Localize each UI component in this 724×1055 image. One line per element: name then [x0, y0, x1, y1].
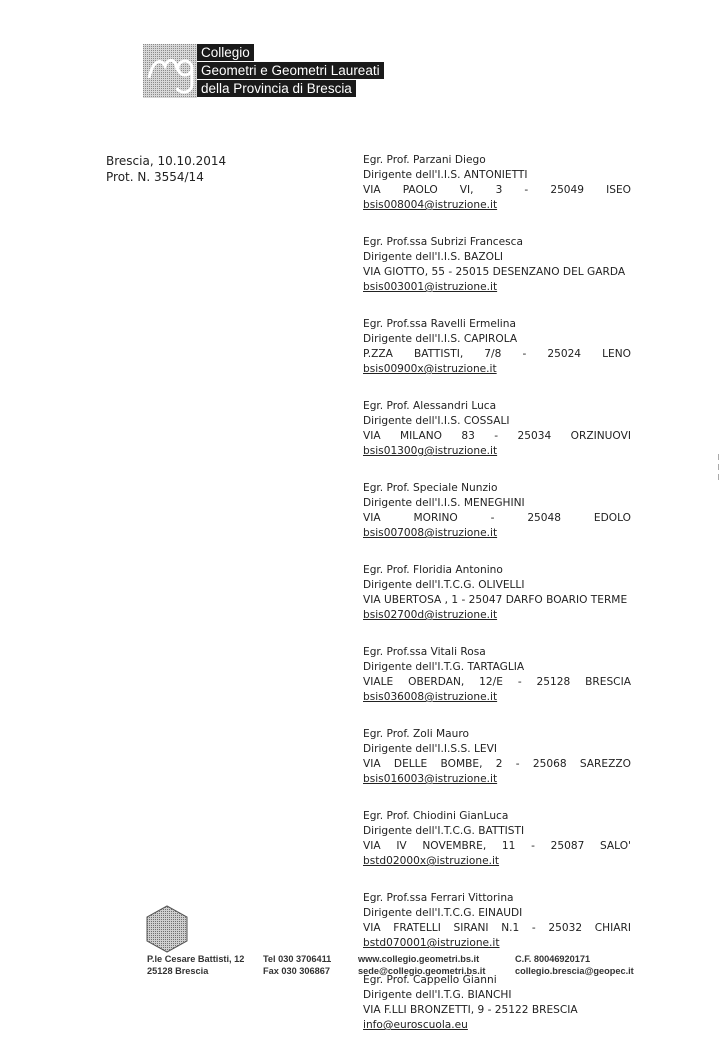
recipient-email-link[interactable]: bstd02000x@istruzione.it	[363, 855, 500, 867]
recipient-block	[363, 645, 631, 705]
recipient-role: Dirigente dell'I.T.C.G. BATTISTI	[363, 825, 525, 837]
address-word: LENO	[602, 348, 631, 360]
place-date: Brescia, 10.10.2014	[106, 154, 227, 168]
footer-fiscal	[515, 953, 634, 977]
address-word: PAOLO	[402, 184, 438, 196]
recipient-block	[363, 973, 631, 1033]
recipient-role: Dirigente dell'I.I.S. BAZOLI	[363, 251, 504, 263]
address-word: 2	[495, 758, 503, 770]
recipient-email-link[interactable]: bsis036008@istruzione.it	[363, 691, 498, 703]
recipient-email-link[interactable]: bsis02700d@istruzione.it	[363, 609, 498, 621]
address-word: -	[531, 840, 535, 852]
address-word: VIA	[363, 758, 381, 770]
address-word: 11	[501, 840, 516, 852]
address-word: 25024	[547, 348, 582, 360]
recipient-address	[363, 183, 631, 198]
address-word: BOMBE,	[440, 758, 483, 770]
recipient-role: Dirigente dell'I.I.S. MENEGHINI	[363, 497, 525, 509]
address-word: IV	[396, 840, 407, 852]
recipient-role: Dirigente dell'I.I.S. ANTONIETTI	[363, 169, 528, 181]
address-word: -	[490, 512, 495, 524]
recipient-email-link[interactable]: bsis008004@istruzione.it	[363, 199, 498, 211]
address-word: 25034	[517, 430, 552, 442]
address-word: -	[524, 184, 529, 196]
address-word: NOVEMBRE,	[422, 840, 487, 852]
recipient-role: Dirigente dell'I.T.C.G. EINAUDI	[363, 907, 523, 919]
recipient-role: Dirigente dell'I.T.C.G. OLIVELLI	[363, 579, 525, 591]
address-word: -	[515, 758, 520, 770]
recipient-block	[363, 235, 631, 295]
recipient-address	[363, 757, 631, 772]
recipient-address: VIA GIOTTO, 55 - 25015 DESENZANO DEL GARDA	[363, 266, 626, 278]
address-word: 83	[461, 430, 475, 442]
recipient-address	[363, 675, 631, 690]
address-word: 25048	[527, 512, 562, 524]
recipient-email-link[interactable]: bsis007008@istruzione.it	[363, 527, 498, 539]
recipient-block	[363, 809, 631, 869]
address-word: MORINO	[413, 512, 458, 524]
recipient-name: Egr. Prof.ssa Subrizi Francesca	[363, 236, 523, 248]
recipient-email-link[interactable]: info@euroscuola.eu	[363, 1019, 468, 1031]
recipient-address	[363, 429, 631, 444]
recipient-block	[363, 563, 631, 623]
recipient-block	[363, 317, 631, 377]
address-word: 3	[495, 184, 503, 196]
recipient-list	[363, 153, 631, 1055]
address-word: VIA	[363, 840, 381, 852]
address-word: OBERDAN,	[408, 676, 465, 688]
recipient-address	[363, 921, 631, 936]
date-block	[106, 153, 226, 185]
footer-pec[interactable]: collegio.brescia@geopec.it	[515, 966, 634, 976]
recipient-email-link[interactable]: bsis003001@istruzione.it	[363, 281, 498, 293]
recipient-name: Egr. Prof.ssa Vitali Rosa	[363, 646, 486, 658]
recipient-email-link[interactable]: bsis01300g@istruzione.it	[363, 445, 498, 457]
address-word: EDOLO	[593, 512, 631, 524]
recipient-role: Dirigente dell'I.I.S. CAPIROLA	[363, 333, 518, 345]
address-word: SIRANI	[453, 922, 489, 934]
logo-title-line1: Collegio	[197, 44, 254, 61]
footer-cf: C.F. 80046920171	[515, 954, 591, 964]
letterhead-logo	[143, 44, 380, 98]
address-word: BRESCIA	[585, 676, 631, 688]
address-word: 25032	[548, 922, 583, 934]
footer-hexagon-logo	[145, 905, 189, 953]
collegio-logo-icon	[143, 44, 197, 98]
address-word: 25049	[550, 184, 585, 196]
address-word: -	[522, 348, 527, 360]
footer-fax: Fax 030 306867	[263, 966, 330, 976]
recipient-block	[363, 727, 631, 787]
recipient-address	[363, 839, 631, 854]
recipient-email-link[interactable]: bstd070001@istruzione.it	[363, 937, 500, 949]
address-word: FRATELLI	[393, 922, 441, 934]
recipient-role: Dirigente dell'I.I.S. COSSALI	[363, 415, 510, 427]
recipient-name: Egr. Prof. Parzani Diego	[363, 154, 486, 166]
address-word: P.ZZA	[363, 348, 393, 360]
margin-marks	[718, 450, 722, 510]
address-word: VIA	[363, 184, 381, 196]
footer-email[interactable]: sede@collegio.geometri.bs.it	[358, 966, 486, 976]
recipient-name: Egr. Prof. Zoli Mauro	[363, 728, 469, 740]
protocol-number: Prot. N. 3554/14	[106, 170, 204, 184]
footer-website[interactable]: www.collegio.geometri.bs.it	[358, 954, 480, 964]
recipient-block	[363, 481, 631, 541]
recipient-name: Egr. Prof. Cappello Gianni	[363, 974, 497, 986]
recipient-email-link[interactable]: bsis00900x@istruzione.it	[363, 363, 497, 375]
address-word: VIA	[363, 922, 381, 934]
address-word: N.1	[501, 922, 520, 934]
footer-phone	[263, 953, 331, 977]
footer-tel: Tel 030 3706411	[263, 954, 332, 964]
recipient-name: Egr. Prof. Chiodini GianLuca	[363, 810, 509, 822]
recipient-address	[363, 511, 631, 526]
address-word: 25087	[550, 840, 585, 852]
recipient-role: Dirigente dell'I.T.G. TARTAGLIA	[363, 661, 525, 673]
recipient-name: Egr. Prof.ssa Ravelli Ermelina	[363, 318, 516, 330]
address-word: -	[531, 922, 536, 934]
address-word: -	[494, 430, 499, 442]
address-word: 25068	[532, 758, 567, 770]
address-word: CHIARI	[594, 922, 631, 934]
recipient-block	[363, 153, 631, 213]
footer-address	[147, 953, 244, 977]
address-word: 12/E	[479, 676, 503, 688]
address-word: 25128	[536, 676, 571, 688]
address-word: MILANO	[400, 430, 442, 442]
recipient-name: Egr. Prof. Floridia Antonino	[363, 564, 503, 576]
address-word: VIA	[363, 512, 381, 524]
address-word: BATTISTI,	[413, 348, 464, 360]
address-word: 7/8	[484, 348, 502, 360]
recipient-role: Dirigente dell'I.I.S.S. LEVI	[363, 743, 497, 755]
recipient-name: Egr. Prof.ssa Ferrari Vittorina	[363, 892, 514, 904]
address-word: SAREZZO	[579, 758, 631, 770]
address-word: -	[517, 676, 522, 688]
address-word: VIA	[363, 430, 381, 442]
recipient-name: Egr. Prof. Speciale Nunzio	[363, 482, 498, 494]
recipient-name: Egr. Prof. Alessandri Luca	[363, 400, 497, 412]
footer-address-line2: 25128 Brescia	[147, 966, 209, 976]
address-word: ORZINUOVI	[570, 430, 631, 442]
address-word: DELLE	[393, 758, 428, 770]
recipient-address: VIA UBERTOSA , 1 - 25047 DARFO BOARIO TERME	[363, 594, 628, 606]
recipient-address	[363, 347, 631, 362]
logo-title-line3: della Provincia di Brescia	[197, 80, 356, 97]
footer-address-line1: P.le Cesare Battisti, 12	[147, 954, 245, 964]
address-word: ISEO	[606, 184, 631, 196]
address-word: VIALE	[363, 676, 394, 688]
recipient-block	[363, 399, 631, 459]
recipient-role: Dirigente dell'I.T.G. BIANCHI	[363, 989, 512, 1001]
address-word: VI,	[459, 184, 474, 196]
logo-title-line2: Geometri e Geometri Laureati	[197, 62, 384, 79]
recipient-email-link[interactable]: bsis016003@istruzione.it	[363, 773, 498, 785]
recipient-block	[363, 891, 631, 951]
recipient-address: VIA F.LLI BRONZETTI, 9 - 25122 BRESCIA	[363, 1004, 578, 1016]
address-word: SALO'	[600, 840, 631, 852]
footer-web	[358, 953, 485, 977]
